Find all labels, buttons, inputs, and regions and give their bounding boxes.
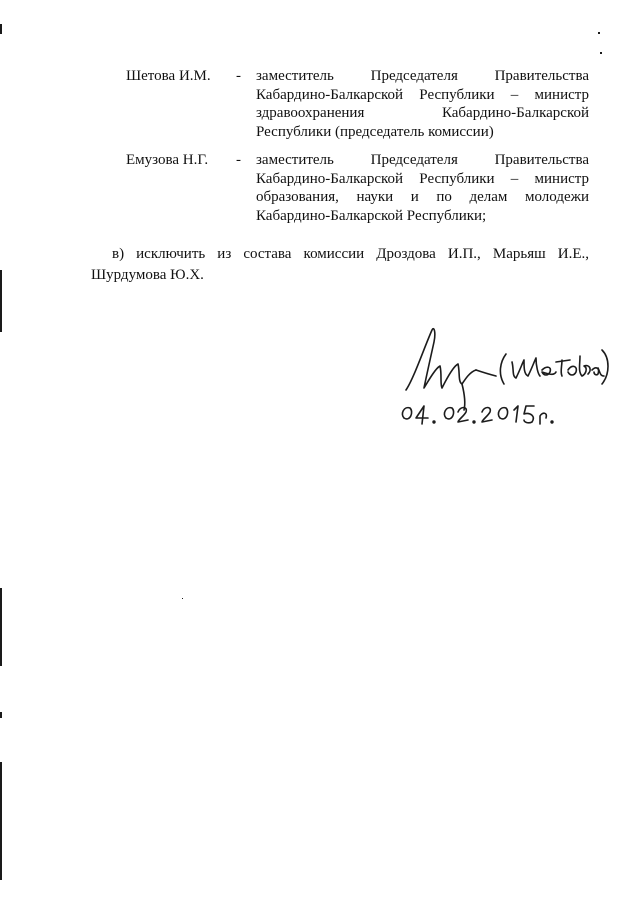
handwritten-signature	[396, 318, 616, 438]
scan-mark	[182, 598, 183, 599]
member-position	[256, 151, 589, 225]
scan-mark	[0, 712, 2, 718]
scan-mark	[0, 24, 2, 34]
member-dash: -	[236, 68, 241, 84]
member-position-line: Кабардино-Балкарской Республики;	[256, 207, 487, 224]
scan-mark	[600, 52, 602, 54]
member-name: Шетова И.М.	[126, 68, 211, 84]
member-position-line: Кабардино-Балкарской Республики – министр	[256, 170, 589, 187]
scan-mark	[598, 32, 600, 34]
scan-mark	[0, 270, 2, 332]
member-dash: -	[236, 152, 241, 168]
clause-line: в) исключить из состава комиссии Дроздова И.П., Марьяш И.Е.,	[112, 246, 589, 262]
member-position-line: Кабардино-Балкарской Республики – министр	[256, 86, 589, 103]
member-position-line: заместитель Председателя Правительства	[256, 152, 589, 168]
member-position-line: Республики (председатель комиссии)	[256, 123, 494, 140]
scan-mark	[0, 762, 2, 880]
scan-mark	[0, 588, 2, 666]
member-position	[256, 67, 589, 141]
member-position-line: здравоохранения Кабардино-Балкарской	[256, 105, 589, 121]
member-position-line: образования, науки и по делам молодежи	[256, 189, 589, 205]
member-name: Емузова Н.Г.	[126, 152, 209, 168]
clause-line: Шурдумова Ю.Х.	[91, 267, 204, 283]
member-position-line: заместитель Председателя Правительства	[256, 68, 589, 84]
exclusion-clause	[91, 244, 589, 286]
